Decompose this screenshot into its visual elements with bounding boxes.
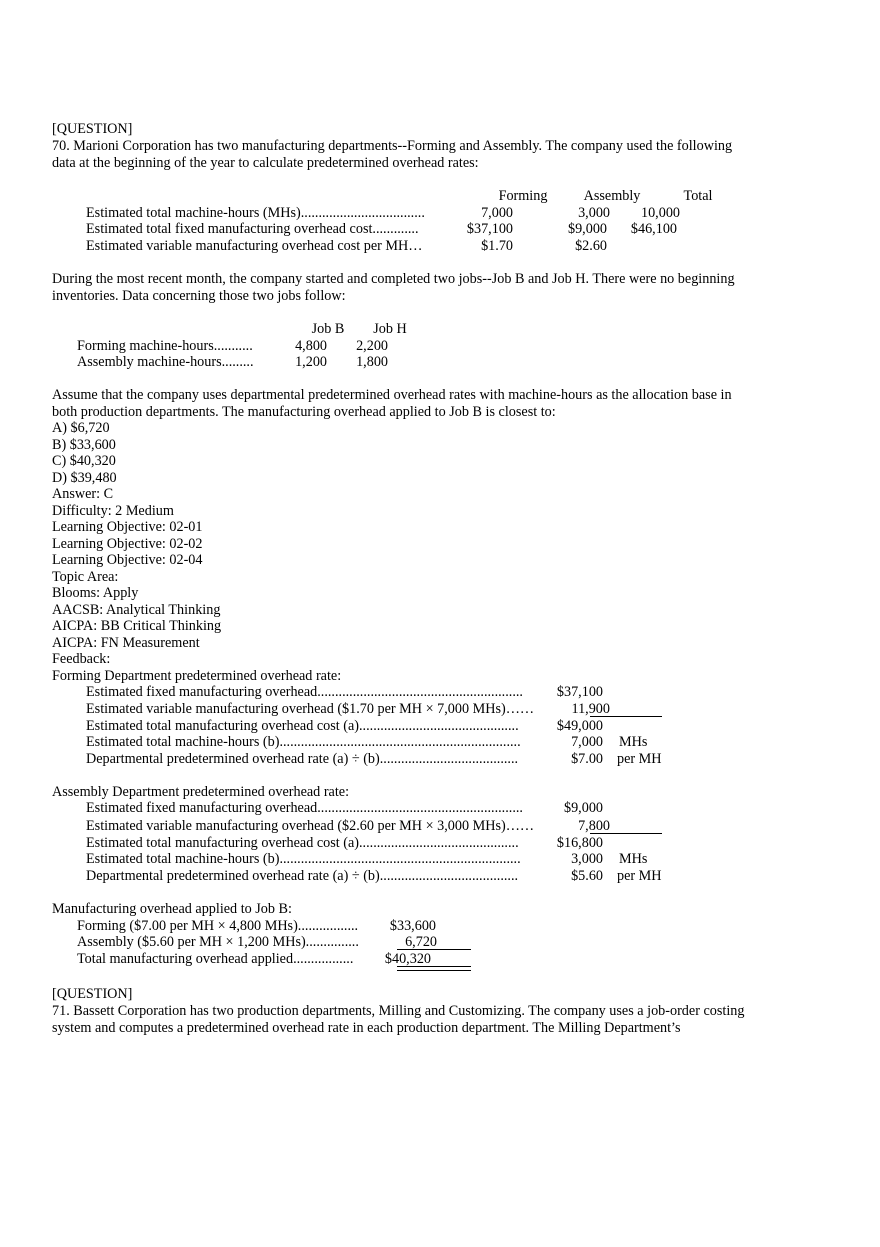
section-heading: Manufacturing overhead applied to Job B:	[52, 901, 292, 917]
calc-value: $33,600	[389, 918, 436, 934]
calc-row-label: Estimated variable manufacturing overhead ($2.60 per MH × 3,000 MHs)……	[86, 818, 535, 834]
calc-value: $9,000	[563, 800, 603, 816]
question-tag: [QUESTION]	[52, 121, 133, 137]
meta-line: Learning Objective: 02-02	[52, 536, 203, 552]
calc-value: $40,320	[384, 951, 431, 967]
meta-line: Topic Area:	[52, 569, 119, 585]
subtotal-underline	[397, 949, 471, 950]
meta-line: Feedback:	[52, 651, 111, 667]
answer-line: Answer: C	[52, 486, 114, 502]
table-cell: 3,000	[578, 205, 610, 221]
calc-row-label: Total manufacturing overhead applied.................	[77, 951, 354, 967]
table-cell: 2,200	[356, 338, 388, 354]
table-cell: 4,800	[295, 338, 327, 354]
calc-value: 7,000	[571, 734, 603, 750]
section-heading: Forming Department predetermined overhead rate:	[52, 668, 342, 684]
calc-value: $7.00	[571, 751, 603, 767]
calc-row-label: Estimated variable manufacturing overhead ($1.70 per MH × 7,000 MHs)……	[86, 701, 535, 717]
subtotal-underline	[590, 833, 662, 834]
calc-row-label: Estimated total machine-hours (b)....................................................................	[86, 851, 521, 867]
table-cell: 1,800	[356, 354, 388, 370]
meta-line: Learning Objective: 02-04	[52, 552, 203, 568]
calc-value: 3,000	[571, 851, 603, 867]
answer-option: D) $39,480	[52, 470, 117, 486]
calc-unit: MHs	[619, 734, 648, 750]
calc-value: $49,000	[556, 718, 603, 734]
calc-row-label: Assembly ($5.60 per MH × 1,200 MHs)...............	[77, 934, 359, 950]
question-text-line: During the most recent month, the company started and completed two jobs--Job B and Job H. There were no beginning	[52, 271, 735, 287]
table-cell: $1.70	[481, 238, 513, 254]
column-header-job-h: Job H	[373, 321, 407, 337]
total-double-underline	[397, 966, 471, 971]
column-header-assembly: Assembly	[583, 188, 641, 204]
column-header-total: Total	[683, 188, 713, 204]
table-cell: 10,000	[640, 205, 680, 221]
answer-option: C) $40,320	[52, 453, 116, 469]
question-text-line: both production departments. The manufacturing overhead applied to Job B is closest to:	[52, 404, 556, 420]
table-cell: $37,100	[466, 221, 513, 237]
table-row-label: Estimated variable manufacturing overhead cost per MH…	[86, 238, 423, 254]
meta-line: AICPA: BB Critical Thinking	[52, 618, 222, 634]
question-text-line: system and computes a predetermined overhead rate in each production department. The Milling Department’s	[52, 1020, 681, 1036]
calc-row-label: Forming ($7.00 per MH × 4,800 MHs).................	[77, 918, 359, 934]
calc-row-label: Estimated fixed manufacturing overhead..........................................................	[86, 684, 523, 700]
calc-row-label: Departmental predetermined overhead rate (a) ÷ (b).......................................	[86, 868, 519, 884]
table-cell: 1,200	[295, 354, 327, 370]
calc-unit: per MH	[617, 751, 662, 767]
calc-value: 6,720	[405, 934, 437, 950]
calc-value: 7,800	[578, 818, 610, 834]
table-row-label: Forming machine-hours...........	[77, 338, 253, 354]
subtotal-underline	[590, 716, 662, 717]
calc-value: $37,100	[556, 684, 603, 700]
calc-value: $5.60	[571, 868, 603, 884]
calc-row-label: Estimated total manufacturing overhead cost (a).............................................	[86, 835, 519, 851]
question-text-line: 71. Bassett Corporation has two production departments, Milling and Customizing. The company uses a job-order costing	[52, 1003, 745, 1019]
meta-line: Learning Objective: 02-01	[52, 519, 203, 535]
column-header-job-b: Job B	[311, 321, 345, 337]
question-text-line: inventories. Data concerning those two jobs follow:	[52, 288, 346, 304]
calc-unit: MHs	[619, 851, 648, 867]
calc-value: $16,800	[556, 835, 603, 851]
table-row-label: Estimated total machine-hours (MHs)...................................	[86, 205, 425, 221]
column-header-forming: Forming	[498, 188, 548, 204]
question-tag: [QUESTION]	[52, 986, 133, 1002]
section-heading: Assembly Department predetermined overhead rate:	[52, 784, 350, 800]
calc-row-label: Estimated total machine-hours (b)....................................................................	[86, 734, 521, 750]
answer-option: A) $6,720	[52, 420, 110, 436]
question-text-line: data at the beginning of the year to calculate predetermined overhead rates:	[52, 155, 479, 171]
calc-row-label: Estimated fixed manufacturing overhead..........................................................	[86, 800, 523, 816]
calc-unit: per MH	[617, 868, 662, 884]
table-cell: $46,100	[630, 221, 677, 237]
meta-line: Blooms: Apply	[52, 585, 139, 601]
question-text-line: 70. Marioni Corporation has two manufacturing departments--Forming and Assembly. The company used the following	[52, 138, 733, 154]
table-row-label: Assembly machine-hours.........	[77, 354, 254, 370]
calc-row-label: Departmental predetermined overhead rate (a) ÷ (b).......................................	[86, 751, 519, 767]
question-text-line: Assume that the company uses departmental predetermined overhead rates with machine-hours as the allocation base in	[52, 387, 732, 403]
calc-row-label: Estimated total manufacturing overhead cost (a).............................................	[86, 718, 519, 734]
table-cell: 7,000	[481, 205, 513, 221]
meta-line: Difficulty: 2 Medium	[52, 503, 174, 519]
meta-line: AACSB: Analytical Thinking	[52, 602, 221, 618]
meta-line: AICPA: FN Measurement	[52, 635, 200, 651]
table-row-label: Estimated total fixed manufacturing overhead cost.............	[86, 221, 419, 237]
calc-value: 11,900	[571, 701, 610, 717]
answer-option: B) $33,600	[52, 437, 116, 453]
table-cell: $9,000	[567, 221, 607, 237]
table-cell: $2.60	[575, 238, 607, 254]
